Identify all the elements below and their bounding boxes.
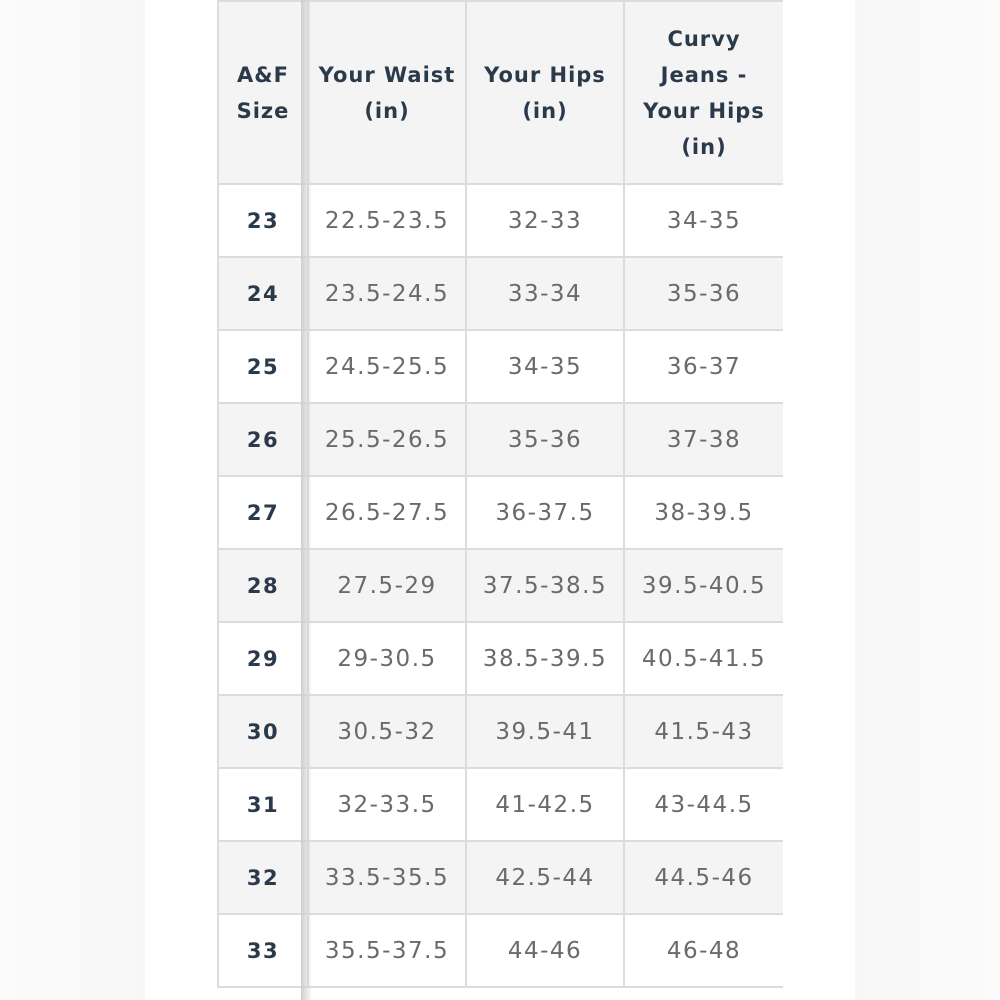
table-row xyxy=(218,841,783,914)
waist-cell: 35.5-37.5 xyxy=(308,914,466,987)
waist-cell: 23.5-24.5 xyxy=(308,257,466,330)
waist-cell: 24.5-25.5 xyxy=(308,330,466,403)
header-hips: Your Hips (in) xyxy=(466,1,624,184)
curvy-hips-cell: 43-44.5 xyxy=(624,768,783,841)
curvy-hips-cell: 41.5-43 xyxy=(624,695,783,768)
table-row xyxy=(218,914,783,987)
size-table-container[interactable] xyxy=(217,0,783,1000)
size-table xyxy=(217,0,783,988)
table-row xyxy=(218,549,783,622)
hips-cell: 37.5-38.5 xyxy=(466,549,624,622)
table-body xyxy=(218,184,783,987)
table-row xyxy=(218,622,783,695)
hips-cell: 42.5-44 xyxy=(466,841,624,914)
waist-cell: 25.5-26.5 xyxy=(308,403,466,476)
size-cell: 29 xyxy=(218,622,308,695)
hips-cell: 38.5-39.5 xyxy=(466,622,624,695)
curvy-hips-cell: 39.5-40.5 xyxy=(624,549,783,622)
table-row xyxy=(218,695,783,768)
curvy-hips-cell: 40.5-41.5 xyxy=(624,622,783,695)
table-row xyxy=(218,403,783,476)
curvy-hips-cell: 44.5-46 xyxy=(624,841,783,914)
curvy-hips-cell: 34-35 xyxy=(624,184,783,257)
hips-cell: 33-34 xyxy=(466,257,624,330)
size-cell: 33 xyxy=(218,914,308,987)
table-row xyxy=(218,257,783,330)
curvy-hips-cell: 36-37 xyxy=(624,330,783,403)
size-cell: 32 xyxy=(218,841,308,914)
curvy-hips-cell: 46-48 xyxy=(624,914,783,987)
size-cell: 31 xyxy=(218,768,308,841)
size-cell: 23 xyxy=(218,184,308,257)
table-row xyxy=(218,184,783,257)
hips-cell: 32-33 xyxy=(466,184,624,257)
size-cell: 25 xyxy=(218,330,308,403)
waist-cell: 33.5-35.5 xyxy=(308,841,466,914)
table-row xyxy=(218,768,783,841)
waist-cell: 26.5-27.5 xyxy=(308,476,466,549)
header-waist: Your Waist (in) xyxy=(308,1,466,184)
size-cell: 26 xyxy=(218,403,308,476)
left-margin xyxy=(0,0,145,1000)
table-row xyxy=(218,330,783,403)
header-size: A&F Size xyxy=(218,1,308,184)
curvy-hips-cell: 35-36 xyxy=(624,257,783,330)
hips-cell: 44-46 xyxy=(466,914,624,987)
waist-cell: 32-33.5 xyxy=(308,768,466,841)
hips-cell: 34-35 xyxy=(466,330,624,403)
waist-cell: 29-30.5 xyxy=(308,622,466,695)
hips-cell: 35-36 xyxy=(466,403,624,476)
waist-cell: 27.5-29 xyxy=(308,549,466,622)
size-cell: 24 xyxy=(218,257,308,330)
header-curvy-hips: Curvy Jeans - Your Hips (in) xyxy=(624,1,783,184)
header-row xyxy=(218,1,783,184)
curvy-hips-cell: 37-38 xyxy=(624,403,783,476)
waist-cell: 22.5-23.5 xyxy=(308,184,466,257)
waist-cell: 30.5-32 xyxy=(308,695,466,768)
curvy-hips-cell: 38-39.5 xyxy=(624,476,783,549)
right-margin xyxy=(855,0,1000,1000)
size-cell: 27 xyxy=(218,476,308,549)
hips-cell: 41-42.5 xyxy=(466,768,624,841)
hips-cell: 39.5-41 xyxy=(466,695,624,768)
table-row xyxy=(218,476,783,549)
hips-cell: 36-37.5 xyxy=(466,476,624,549)
size-cell: 30 xyxy=(218,695,308,768)
size-cell: 28 xyxy=(218,549,308,622)
